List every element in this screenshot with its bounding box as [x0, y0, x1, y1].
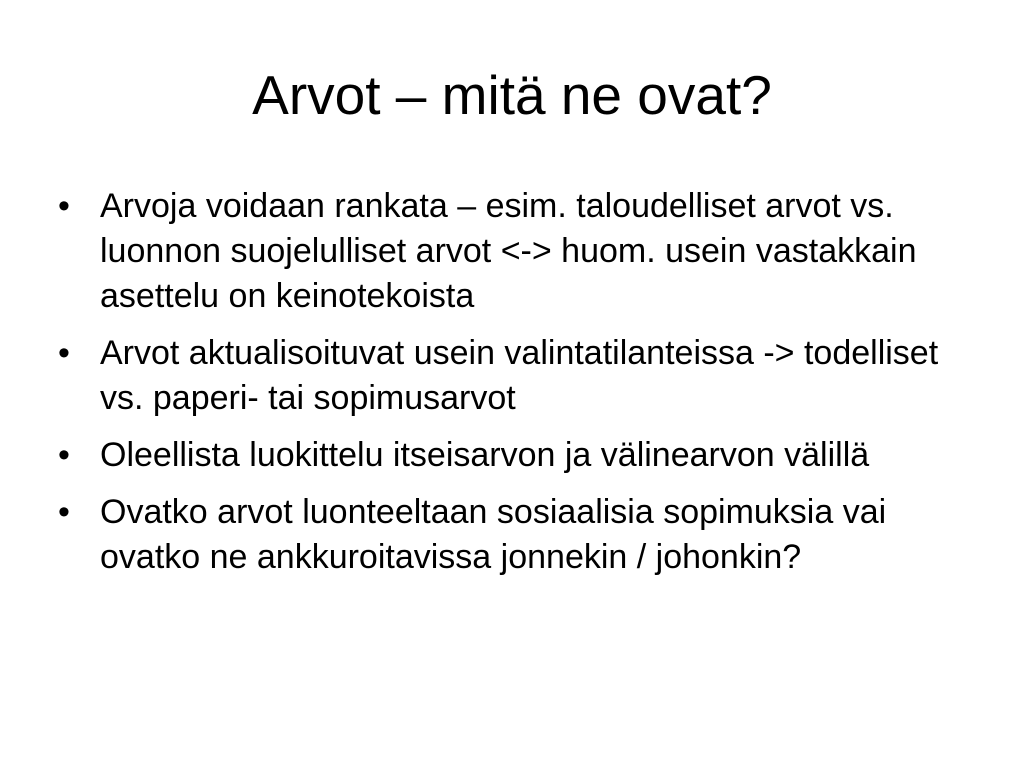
bullet-text: Arvoja voidaan rankata – esim. taloudelliset arvot vs. luonnon suojelulliset arvot <-> huom. usein vastakkain asettelu on keinotekoista: [100, 187, 917, 315]
bullet-item: [58, 490, 988, 580]
bullet-dot-icon: •: [58, 436, 70, 474]
bullet-dot-icon: •: [58, 493, 70, 531]
bullet-list: [58, 184, 988, 592]
bullet-text: Oleellista luokittelu itseisarvon ja välinearvon välillä: [100, 436, 870, 474]
bullet-item: [58, 331, 988, 421]
slide-title: Arvot – mitä ne ovat?: [252, 64, 772, 126]
bullet-dot-icon: •: [58, 187, 70, 225]
bullet-text: Arvot aktualisoituvat usein valintatilanteissa -> todelliset vs. paperi- tai sopimusarvot: [100, 334, 939, 417]
bullet-dot-icon: •: [58, 334, 70, 372]
bullet-item: [58, 184, 988, 319]
bullet-text: Ovatko arvot luonteeltaan sosiaalisia sopimuksia vai ovatko ne ankkuroitavissa jonnekin / johonkin?: [100, 493, 887, 576]
bullet-item: [58, 433, 988, 478]
